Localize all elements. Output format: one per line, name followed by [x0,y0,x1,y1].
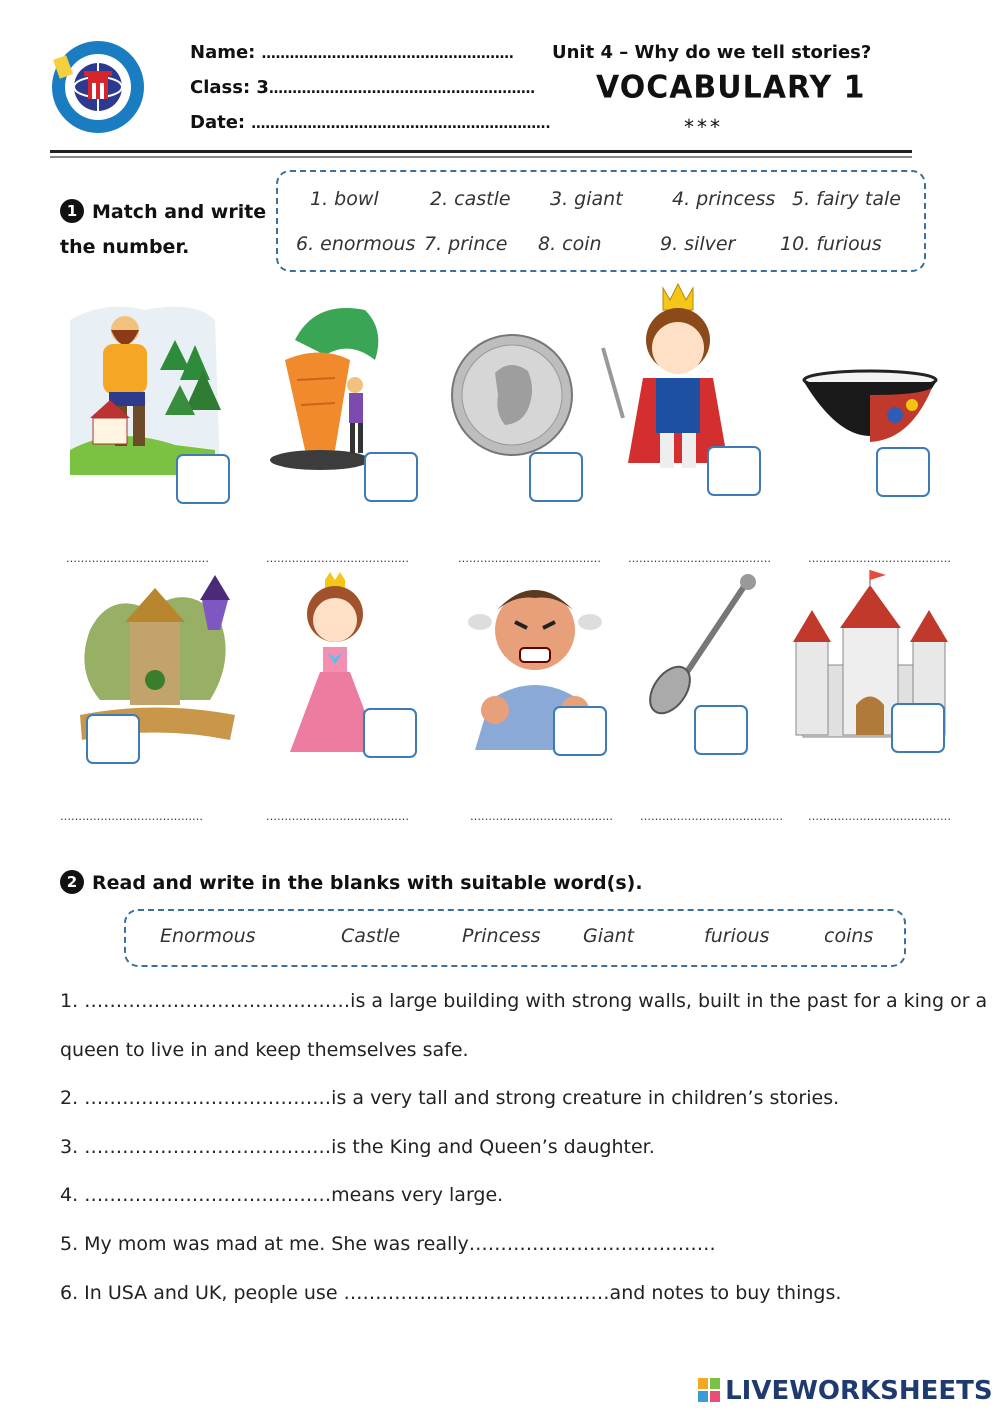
answer-box-6[interactable] [86,714,140,764]
question-1[interactable]: 1. ……………………………………is a large building with strong walls, built in the past for a king or a [60,990,988,1012]
word-coin: 8. coin [538,233,602,255]
answer-box-1[interactable] [176,454,230,504]
liveworksheets-icon [698,1378,720,1402]
word-prince: 7. prince [424,233,508,255]
bowl-picture [800,370,940,450]
word-bowl: 1. bowl [310,188,379,210]
liveworksheets-logo [698,1376,993,1406]
section1-badge: 1 [60,199,84,223]
school-logo [48,35,148,140]
word-enormous-2: Enormous [160,925,256,947]
word-coins-2: coins [824,925,874,947]
answer-box-8[interactable] [553,706,607,756]
answer-line-2[interactable]: ………………………………… [266,552,409,565]
section1-instruction-line2: the number. [60,236,190,258]
section1-word-bank [276,170,926,272]
answer-box-9[interactable] [694,705,748,755]
class-dots: ………………………………………………… [268,81,535,97]
answer-box-3[interactable] [529,452,583,502]
word-giant-2: Giant [583,925,635,947]
question-3[interactable]: 3. …………………………………is the King and Queen’s daughter. [60,1136,655,1158]
question-4[interactable]: 4. …………………………………means very large. [60,1184,504,1206]
liveworksheets-text: LIVEWORKSHEETS [725,1376,993,1406]
vocabulary-title: VOCABULARY 1 [596,69,866,106]
answer-box-5[interactable] [876,447,930,497]
answer-line-5[interactable]: ………………………………… [808,552,951,565]
section2-badge: 2 [60,870,84,894]
class-field[interactable] [190,77,535,98]
word-enormous: 6. enormous [296,233,416,255]
answer-line-6[interactable]: ………………………………… [60,810,203,823]
header-rule-thin [50,156,912,158]
question-1-continued: queen to live in and keep themselves safe. [60,1039,469,1061]
section2-word-bank [124,909,906,967]
question-2[interactable]: 2. …………………………………is a very tall and strong creature in children’s stories. [60,1087,840,1109]
date-dots: ………………………………………………………. [251,116,551,132]
date-field[interactable] [190,112,551,133]
section2-instruction [60,866,643,901]
giant-picture [65,300,225,480]
answer-box-10[interactable] [891,703,945,753]
answer-box-2[interactable] [364,452,418,502]
word-princess-2: Princess [462,925,541,947]
word-castle-2: Castle [341,925,401,947]
question-6[interactable]: 6. In USA and UK, people use ……………………………………and notes to buy things. [60,1282,842,1304]
answer-line-8[interactable]: ………………………………… [470,810,613,823]
name-field[interactable] [190,42,514,63]
word-furious: 10. furious [780,233,882,255]
section1-instruction [60,195,266,265]
header-rule [50,150,912,153]
question-5[interactable]: 5. My mom was mad at me. She was really………………………………… [60,1233,716,1255]
name-label: Name: [190,42,256,63]
section2-instruction-text: Read and write in the blanks with suitable word(s). [92,872,643,894]
word-giant: 3. giant [550,188,623,210]
name-dots: ……………………………………………… [261,46,514,62]
answer-line-9[interactable]: ………………………………… [640,810,783,823]
word-silver: 9. silver [660,233,736,255]
answer-line-4[interactable]: ………………………………… [628,552,771,565]
section1-instruction-line1: Match and write [92,201,267,223]
answer-line-1[interactable]: ………………………………… [66,552,209,565]
date-label: Date: [190,112,246,133]
answer-line-7[interactable]: ………………………………… [266,810,409,823]
word-princess: 4. princess [672,188,776,210]
silver-spoon-picture [645,570,765,720]
coin-picture [450,333,575,458]
unit-title: Unit 4 – Why do we tell stories? [552,42,872,63]
word-fairy-tale: 5. fairy tale [792,188,901,210]
word-castle: 2. castle [430,188,511,210]
answer-box-7[interactable] [363,708,417,758]
class-label: Class: 3 [190,77,269,98]
title-stars: *** [684,115,723,139]
answer-line-3[interactable]: ………………………………… [458,552,601,565]
answer-box-4[interactable] [707,446,761,496]
word-furious-2: furious [704,925,770,947]
answer-line-10[interactable]: ………………………………… [808,810,951,823]
